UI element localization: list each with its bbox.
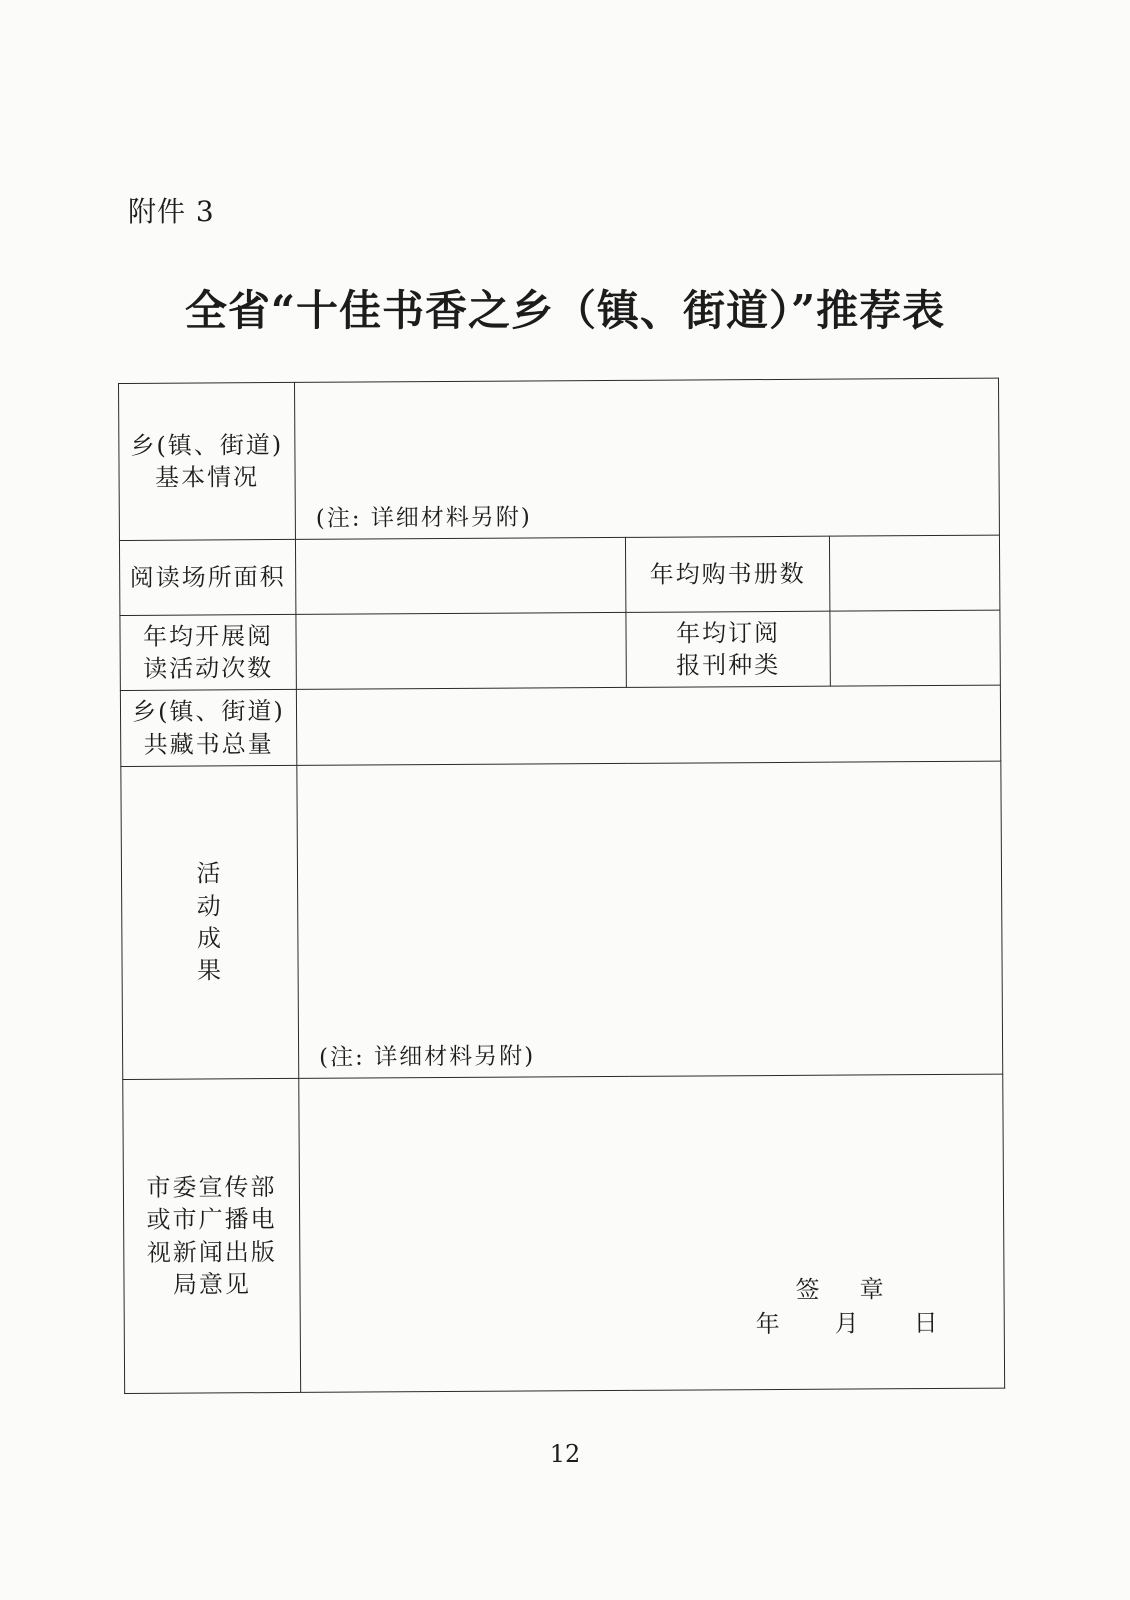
activities-count-label <box>120 614 296 690</box>
basic-info-label-line-2: 基本情况 <box>154 463 260 492</box>
opinion-label-line-4: 局意见 <box>172 1270 252 1299</box>
achievements-note: (注: 详细材料另附) <box>319 1043 536 1071</box>
opinion-label-line-2: 或市广播电 <box>146 1205 277 1234</box>
collection-label <box>120 689 296 766</box>
basic-info-note: (注: 详细材料另附) <box>315 504 532 532</box>
collection-value[interactable] <box>296 685 1000 765</box>
achievements-label <box>121 765 299 1079</box>
activities-count-label-line-1: 年均开展阅 <box>142 621 274 651</box>
page-title: 全省“十佳书香之乡（镇、街道）”推荐表 <box>184 286 946 335</box>
achievements-value[interactable] <box>297 761 1003 1078</box>
achievements-label-char-1: 活 <box>196 859 223 888</box>
basic-info-label <box>119 382 296 540</box>
achievements-label-char-2: 动 <box>196 891 223 921</box>
date-label: 年月日 <box>755 1308 993 1339</box>
achievements-label-char-4: 果 <box>197 956 224 985</box>
opinion-label-line-3: 视新闻出版 <box>146 1237 277 1267</box>
reading-area-label: 阅读场所面积 <box>119 539 295 615</box>
periodicals-label <box>626 611 830 687</box>
books-purchased-value[interactable] <box>829 535 999 611</box>
collection-label-line-2: 共藏书总量 <box>143 729 274 759</box>
periodicals-label-line-2: 报刊种类 <box>676 650 781 680</box>
reading-area-value[interactable] <box>295 537 625 614</box>
opinion-value[interactable] <box>299 1074 1005 1392</box>
periodicals-value[interactable] <box>830 610 1000 686</box>
signature-seal-label: 签章 <box>795 1275 924 1304</box>
opinion-label <box>123 1078 301 1393</box>
recommendation-form-table <box>118 378 1005 1394</box>
collection-label-line-1: 乡(镇、街道) <box>132 697 285 727</box>
periodicals-label-line-1: 年均订阅 <box>675 618 781 648</box>
page-number: 12 <box>549 1440 581 1468</box>
basic-info-label-line-1: 乡(镇、街道) <box>130 430 284 460</box>
opinion-label-line-1: 市委宣传部 <box>146 1172 277 1202</box>
attachment-label: 附件 3 <box>128 195 215 228</box>
basic-info-value[interactable] <box>294 378 999 539</box>
achievements-label-char-3: 成 <box>196 924 223 953</box>
activities-count-label-line-2: 读活动次数 <box>143 654 274 683</box>
activities-count-value[interactable] <box>296 612 626 689</box>
books-purchased-label: 年均购书册数 <box>625 536 829 612</box>
